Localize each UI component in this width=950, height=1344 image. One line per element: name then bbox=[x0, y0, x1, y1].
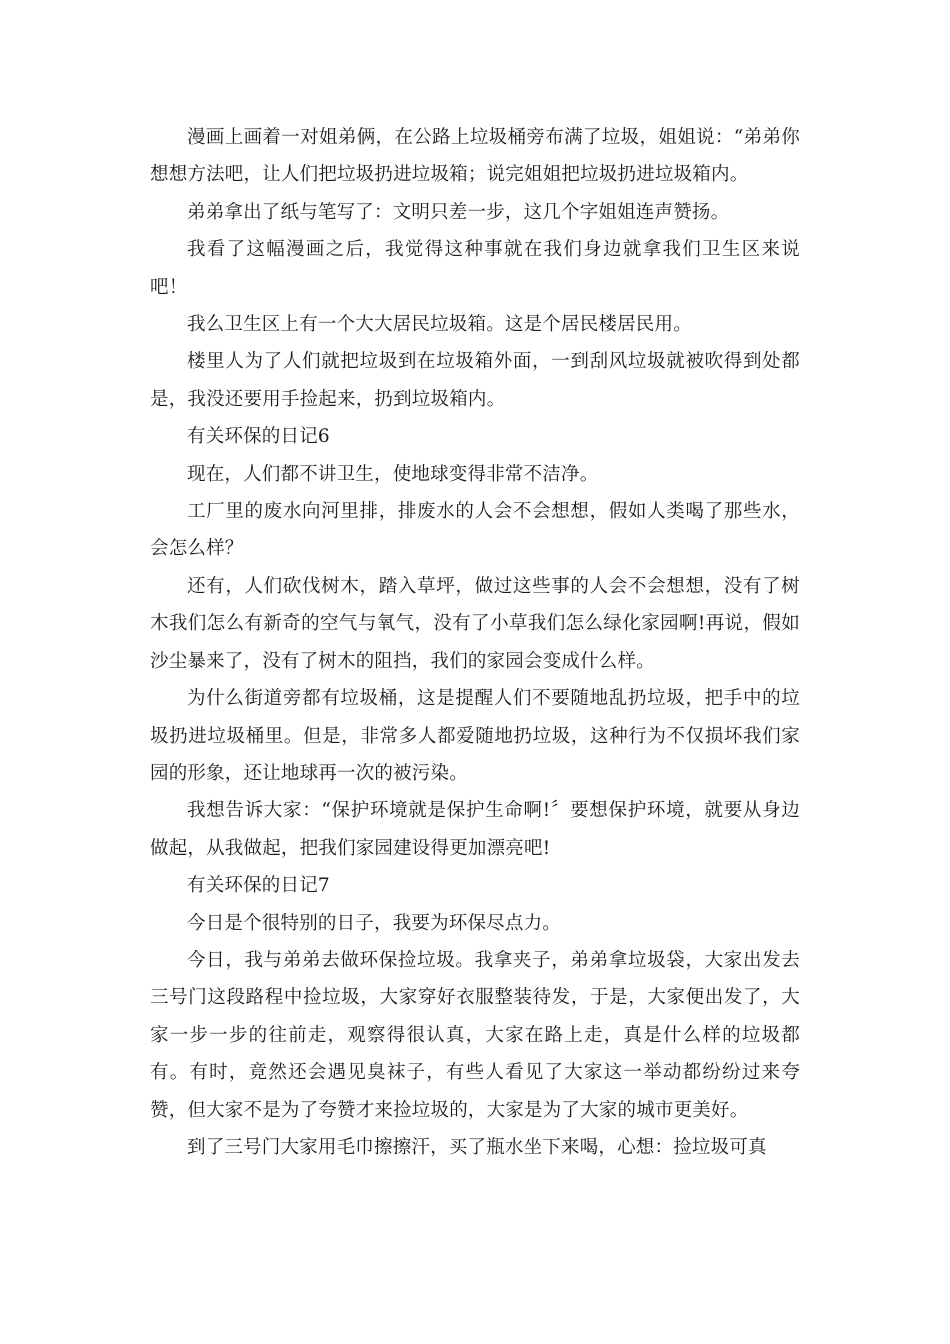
document-body bbox=[150, 119, 800, 1166]
paragraph: 我么卫生区上有一个大大居民垃圾箱。这是个居民楼居民用。 bbox=[187, 314, 692, 336]
paragraph: 还有，人们砍伐树木，踏入草坪，做过这些事的人会不会想想，没有了树木我们怎么有新奇的空气与氧气，没有了小草我们怎么绿化家园啊!再说，假如沙尘暴来了，没有了树木的阻挡，我们的家园会变成什么样。 bbox=[150, 575, 800, 672]
paragraph: 我想告诉大家：“保护环境就是保护生命啊!〞要想保护环境，就要从身边做起，从我做起，把我们家园建设得更加漂亮吧! bbox=[150, 800, 800, 859]
paragraph: 楼里人为了人们就把垃圾到在垃圾箱外面，一到刮风垃圾就被吹得到处都是，我没还要用手捡起来，扔到垃圾箱内。 bbox=[150, 351, 800, 410]
paragraph: 工厂里的废水向河里排，排废水的人会不会想想，假如人类喝了那些水，会怎么样？ bbox=[150, 501, 800, 560]
paragraph: 弟弟拿出了纸与笔写了：文明只差一步，这几个字姐姐连声赞扬。 bbox=[187, 201, 730, 223]
paragraph: 为什么街道旁都有垃圾桶，这是提醒人们不要随地乱扔垃圾，把手中的垃圾扔进垃圾桶里。但是，非常多人都爱随地扔垃圾，这种行为不仅损坏我们家园的形象，还让地球再一次的被污染。 bbox=[150, 688, 800, 784]
paragraph: 今日，我与弟弟去做环保捡垃圾。我拿夹子，弟弟拿垃圾袋，大家出发去三号门这段路程中捡垃圾，大家穿好衣服整装待发，于是，大家便出发了，大家一步一步的往前走，观察得很认真，大家在路上走，真是什么样的垃圾都有。有时，竟然还会遇见臭袜子，有些人看见了大家这一举动都纷纷过来夸赞，但大家不是为了夸赞才来捡垃圾的，大家是为了大家的城市更美好。 bbox=[150, 949, 800, 1121]
paragraph: 现在，人们都不讲卫生，使地球变得非常不洁净。 bbox=[187, 463, 599, 485]
paragraph: 我看了这幅漫画之后，我觉得这种事就在我们身边就拿我们卫生区来说吧！ bbox=[150, 239, 800, 298]
paragraph: 到了三号门大家用毛巾擦擦汗，买了瓶水坐下来喝，心想：捡垃圾可真 bbox=[187, 1136, 767, 1158]
paragraph: 漫画上画着一对姐弟俩，在公路上垃圾桶旁布满了垃圾，姐姐说：“弟弟你想想方法吧，让人们把垃圾扔进垃圾箱；说完姐姐把垃圾扔进垃圾箱内。 bbox=[150, 127, 800, 186]
paragraph: 今日是个很特别的日子，我要为环保尽点力。 bbox=[187, 912, 562, 934]
section-heading: 有关环保的日记7 bbox=[187, 875, 330, 897]
section-heading: 有关环保的日记6 bbox=[187, 426, 330, 448]
